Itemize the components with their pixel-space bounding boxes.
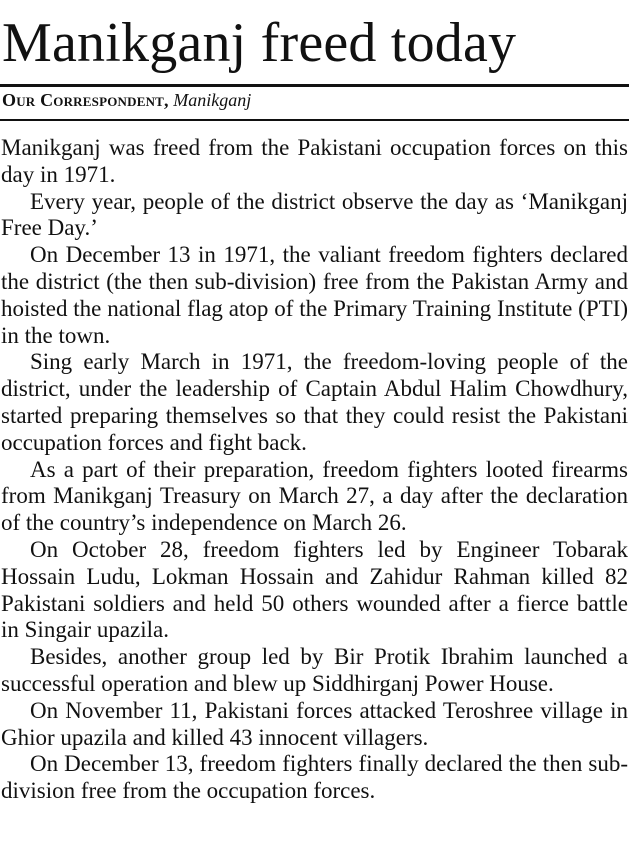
paragraph: On December 13 in 1971, the valiant freedom fighters declared the district (the then sub-division) free from the Pakistan Army and hoisted the national flag atop of the Primary Training Institute (PTI) in the town. (1, 242, 628, 348)
headline: Manikganj freed today (2, 12, 517, 74)
byline-rule (0, 119, 629, 121)
paragraph: Manikganj was freed from the Pakistani occupation forces on this day in 1971. (1, 135, 628, 187)
paragraph: Every year, people of the district observe the day as ‘Manikganj Free Day.’ (1, 188, 628, 241)
paragraph: On October 28, freedom fighters led by Engineer Tobarak Hossain Ludu, Lokman Hossain and Zahidur Rahman killed 82 Pakistani soldiers and held 50 others wounded after a fierce battle in Singair upazila. (1, 536, 628, 643)
paragraph: Sing early March in 1971, the freedom-loving people of the district, under the leadership of Captain Abdul Halim Chowdhury, started preparing themselves so that they could resist the Pakistani occupation forces and fight back. (1, 349, 628, 455)
paragraph: As a part of their preparation, freedom fighters looted firearms from Manikganj Treasury on March 27, a day after the declaration of the country’s independence on March 26. (1, 456, 628, 536)
paragraph: Besides, another group led by Bir Protik Ibrahim launched a successful operation and blew up Siddhirganj Power House. (1, 644, 628, 696)
headline-rule (0, 84, 629, 87)
paragraph: On November 11, Pakistani forces attacked Teroshree village in Ghior upazila and killed 43 innocent villagers. (1, 697, 628, 750)
byline-location: Manikganj (173, 90, 252, 110)
paragraph: On December 13, freedom fighters finally declared the then sub-division free from the occupation forces. (1, 751, 628, 804)
byline (2, 88, 627, 112)
article-body (1, 135, 628, 805)
byline-author: Our Correspondent, (2, 90, 169, 110)
